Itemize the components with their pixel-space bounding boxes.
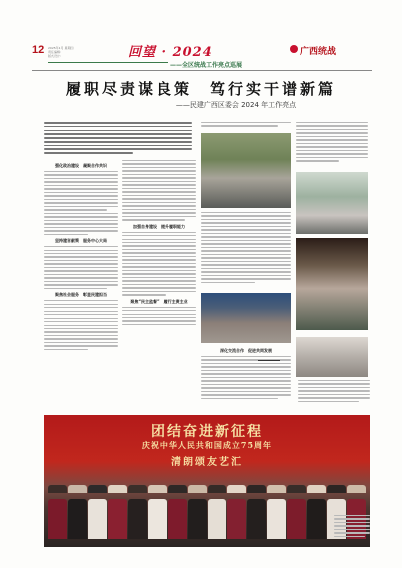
section-heading: 聚焦“民主监督” 履行主责主业 <box>130 298 188 304</box>
photo-field-visit <box>201 133 291 208</box>
issue-meta-line: 责任编辑： <box>48 50 64 54</box>
photo-conference <box>296 337 368 377</box>
section-heading: 深化交流合作 促进共同发展 <box>220 348 272 353</box>
intro-paragraph <box>44 122 192 156</box>
band-divider <box>48 62 168 63</box>
banner-line-1: 团结奋进新征程 <box>151 424 263 440</box>
photo-group <box>296 238 368 330</box>
header-rule <box>32 70 372 71</box>
issue-meta-line: 版式设计： <box>48 54 64 58</box>
photo-meeting <box>296 172 368 234</box>
text-column-1 <box>44 160 118 410</box>
section-band-subtitle: ——全区统战工作亮点巡展 <box>170 62 243 69</box>
text-column-3 <box>201 212 291 292</box>
article-headline <box>0 78 402 110</box>
page-number: 12 <box>32 44 45 56</box>
masthead: 广西统战 <box>300 47 337 57</box>
text-column-3-lower <box>201 345 291 411</box>
byline-divider <box>258 360 280 361</box>
performers-front-row <box>48 499 366 539</box>
masthead-logo-icon <box>290 45 298 53</box>
byline <box>258 360 286 364</box>
section-heading: 坚持建言献策 服务中心大局 <box>55 238 107 244</box>
performers-row <box>48 485 366 493</box>
text-column-top <box>201 122 291 132</box>
section-band-title: 回望 · 2024 <box>128 45 213 60</box>
section-heading: 聚焦社会服务 彰显民建担当 <box>55 292 107 298</box>
photo-performance-banner <box>44 415 370 547</box>
issue-meta-line: 2025年1月 星期四 <box>48 46 74 50</box>
banner-caption <box>334 515 370 539</box>
text-column-2 <box>122 160 196 410</box>
photo-forum <box>201 293 291 343</box>
text-column-4 <box>296 122 368 170</box>
section-heading: 加强自身建设 提升履职能力 <box>133 223 185 229</box>
headline-subtitle: ——民建广西区委会 2024 年工作亮点 <box>175 101 297 109</box>
photo-caption <box>298 380 370 404</box>
section-heading: 强化政治建设 凝聚合作共识 <box>55 163 107 168</box>
issue-meta <box>48 46 118 58</box>
banner-line-2: 庆祝中华人民共和国成立75周年 <box>141 440 273 450</box>
headline-title: 履职尽责谋良策 笃行实干谱新篇 <box>65 80 336 98</box>
page-header <box>0 40 402 74</box>
banner-line-3: 清朗颂友艺汇 <box>171 457 243 468</box>
